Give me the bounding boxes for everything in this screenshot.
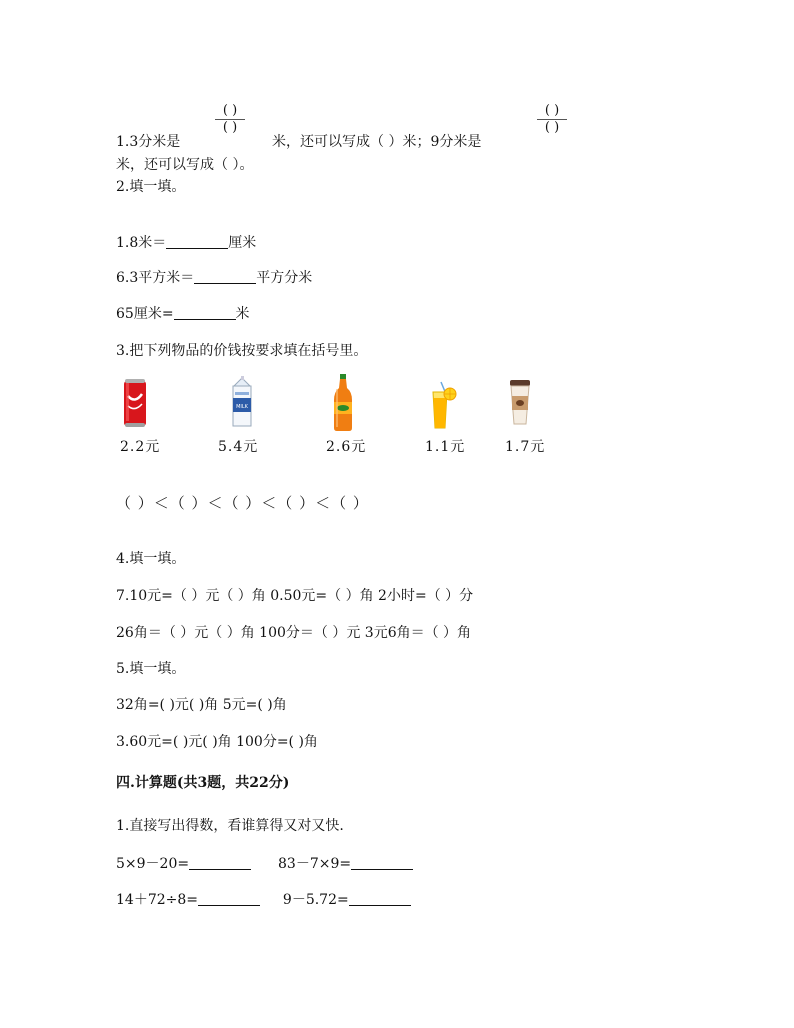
q2-row3 xyxy=(116,303,250,323)
q2-row2-left: 6.3平方米＝ xyxy=(116,270,195,286)
answer-blank[interactable] xyxy=(198,891,260,906)
fraction-1 xyxy=(215,104,245,135)
juice-glass-icon xyxy=(425,380,459,430)
q1-unit-a: 米，还可以写成（ ）米；9分米是 xyxy=(272,134,482,150)
q5-row1: 32角=( )元( )角 5元=( )角 xyxy=(116,697,287,713)
milk-carton-icon xyxy=(229,376,255,428)
q1-part-a: 1.3分米是 xyxy=(116,134,181,150)
answer-blank[interactable] xyxy=(194,269,256,284)
q5-row2: 3.60元=( )元( )角 100分=( )角 xyxy=(116,734,318,750)
q5-title: 5.填一填。 xyxy=(116,661,186,677)
answer-blank[interactable] xyxy=(349,891,411,906)
svg-text:MILK: MILK xyxy=(236,404,248,410)
price-milk: 5.4元 xyxy=(218,439,259,455)
fraction-2-numerator: ( ) xyxy=(544,103,560,118)
section4-title: 四.计算题(共3题，共22分) xyxy=(116,775,290,791)
q4-row2: 26角＝（ ）元（ ）角 100分＝（ ）元 3元6角＝（ ）角 xyxy=(116,625,472,641)
calc-row1 xyxy=(116,853,413,873)
q2-row2-right: 平方分米 xyxy=(256,270,313,286)
q2-row3-left: 65厘米= xyxy=(116,306,174,322)
q2-row1-right: 厘米 xyxy=(228,235,257,251)
coffee-cup-icon xyxy=(507,378,533,426)
answer-blank[interactable] xyxy=(174,305,236,320)
price-coffee: 1.7元 xyxy=(505,439,546,455)
q2-row1-left: 1.8米＝ xyxy=(116,235,167,251)
q2-row2 xyxy=(116,267,312,287)
fraction-1-numerator: ( ) xyxy=(222,103,238,118)
orange-soda-bottle-icon xyxy=(331,374,355,432)
section4-q1-title: 1.直接写出得数，看谁算得又对又快. xyxy=(116,818,344,834)
fraction-2-denominator: ( ) xyxy=(544,120,560,135)
price-cola: 2.2元 xyxy=(120,439,161,455)
q4-row1: 7.10元=（ ）元（ ）角 0.50元=（ ）角 2小时=（ ）分 xyxy=(116,588,474,604)
answer-blank[interactable] xyxy=(351,855,413,870)
q4-title: 4.填一填。 xyxy=(116,551,186,567)
fraction-1-denominator: ( ) xyxy=(222,120,238,135)
answer-blank[interactable] xyxy=(166,234,228,249)
calc-row2 xyxy=(116,889,411,909)
fraction-2 xyxy=(537,104,567,135)
q2-row1 xyxy=(116,232,256,252)
calc-1a: 5×9－20= xyxy=(116,856,190,872)
q2-row3-right: 米 xyxy=(235,306,250,322)
q2-title: 2.填一填。 xyxy=(116,179,186,195)
price-juice: 1.1元 xyxy=(425,439,466,455)
q3-compare: （ ）＜（ ）＜（ ）＜（ ）＜（ ） xyxy=(116,494,369,512)
q1-line2: 米，还可以写成（ ）。 xyxy=(116,157,254,173)
calc-2b: 9－5.72= xyxy=(282,892,349,908)
answer-blank[interactable] xyxy=(189,855,251,870)
cola-can-icon xyxy=(122,378,148,428)
price-soda: 2.6元 xyxy=(326,439,367,455)
calc-1b: 83－7×9= xyxy=(278,856,352,872)
calc-2a: 14＋72÷8= xyxy=(116,892,198,908)
q3-title: 3.把下列物品的价钱按要求填在括号里。 xyxy=(116,343,368,359)
